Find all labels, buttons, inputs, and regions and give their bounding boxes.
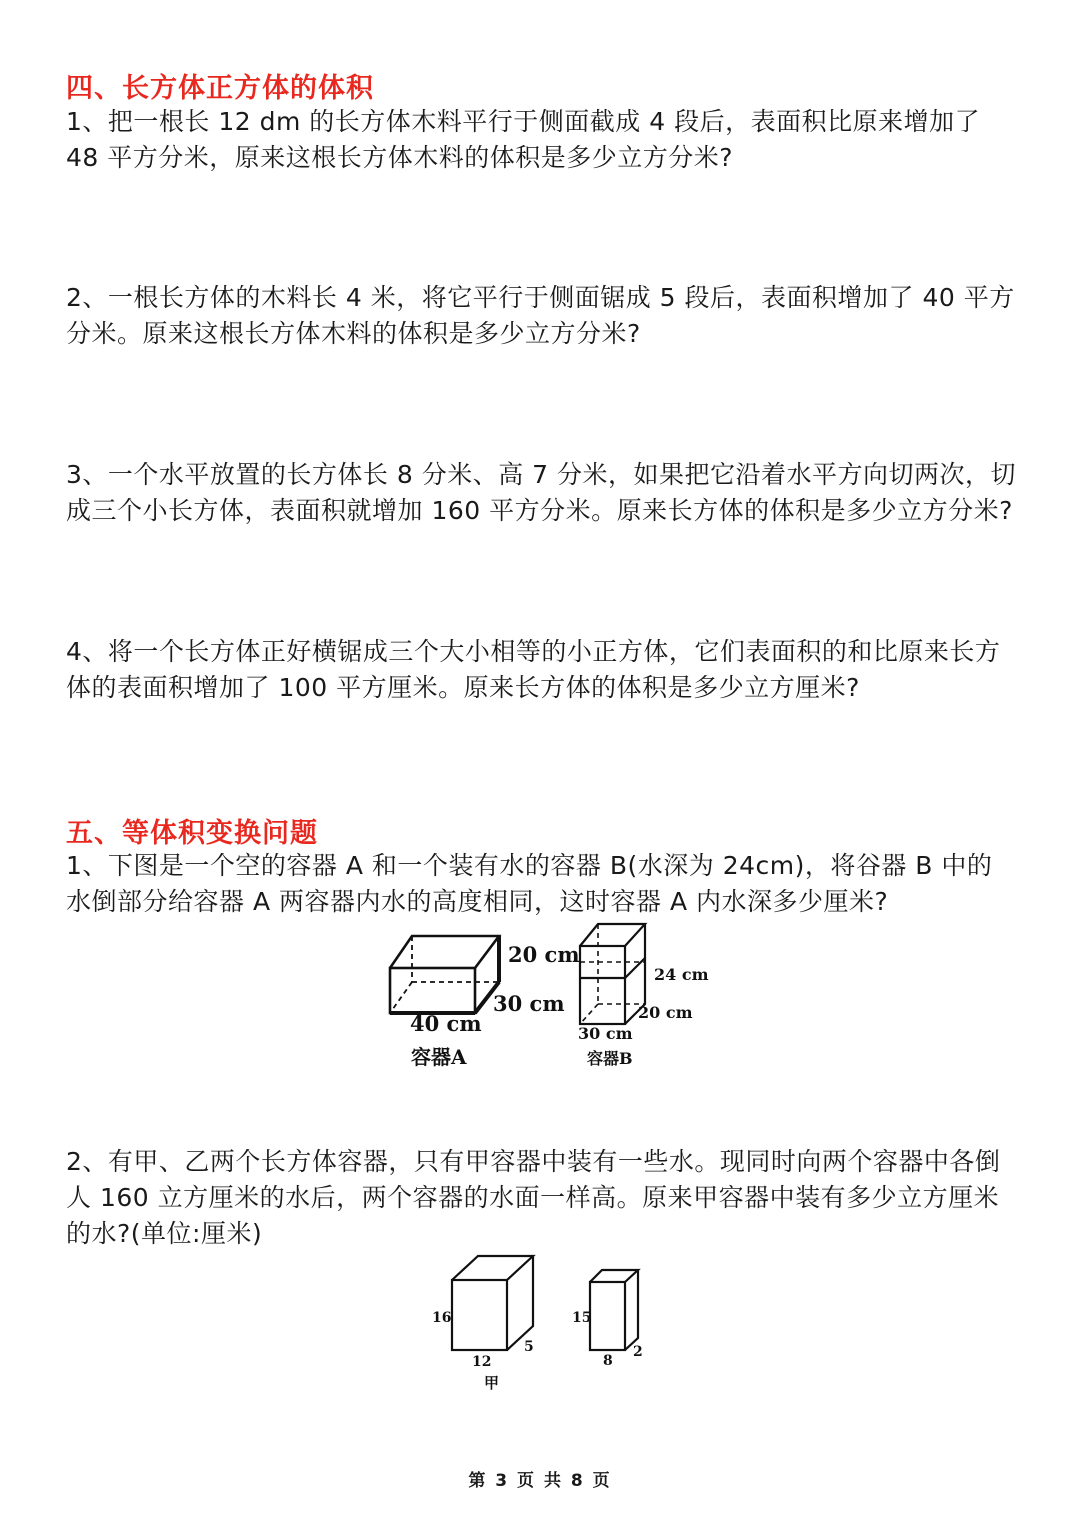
- container-a-height-label: 20 cm: [508, 942, 580, 967]
- container-yi-drawing: [590, 1270, 638, 1350]
- container-jia-drawing: [452, 1256, 533, 1350]
- container-jia-height-label: 16: [432, 1310, 452, 1326]
- section-4-question-1: 1、把一根长 12 dm 的长方体木料平行于侧面截成 4 段后，表面积比原来增加了 48 平方分米，原来这根长方体木料的体积是多少立方分米?: [66, 107, 981, 172]
- section-5-question-1: 1、下图是一个空的容器 A 和一个装有水的容器 B(水深为 24cm)，将谷器 B 中的水倒部分给容器 A 两容器内水的高度相同，这时容器 A 内水深多少厘米?: [66, 851, 993, 916]
- section-4-question-3: 3、一个水平放置的长方体长 8 分米、高 7 分米，如果把它沿着水平方向切两次，切成三个小长方体，表面积就增加 160 平方分米。原来长方体的体积是多少立方分米?: [66, 460, 1017, 525]
- container-b-depth-label: 20 cm: [638, 1003, 693, 1022]
- containers-a-b-figure: [380, 918, 720, 1078]
- container-jia-caption: 甲: [484, 1374, 500, 1392]
- container-b-drawing: [580, 924, 645, 1024]
- page-number-footer: 第 3 页 共 8 页: [468, 1471, 612, 1491]
- container-a-length-label: 40 cm: [410, 1011, 482, 1036]
- section-5-question-2: 2、有甲、乙两个长方体容器，只有甲容器中装有一些水。现同时向两个容器中各倒人 160 立方厘米的水后，两个容器的水面一样高。原来甲容器中装有多少立方厘米的水?(单位:厘米): [66, 1147, 1001, 1248]
- container-a-drawing: [390, 936, 499, 1013]
- section-5-title: 五、等体积变换问题: [66, 818, 318, 849]
- container-a-depth-label: 30 cm: [493, 991, 565, 1016]
- container-yi-depth-label: 2: [633, 1344, 643, 1360]
- container-yi-height-label: 15: [572, 1310, 592, 1326]
- section-4-question-4: 4、将一个长方体正好横锯成三个大小相等的小正方体，它们表面积的和比原来长方体的表面积增加了 100 平方厘米。原来长方体的体积是多少立方厘米?: [66, 637, 1001, 702]
- container-b-water-label: 24 cm: [654, 965, 709, 984]
- section-4-question-2: 2、一根长方体的木料长 4 米，将它平行于侧面锯成 5 段后，表面积增加了 40 平方分米。原来这根长方体木料的体积是多少立方分米?: [66, 283, 1015, 348]
- section-4-title: 四、长方体正方体的体积: [66, 73, 374, 104]
- container-b-caption: 容器B: [587, 1049, 633, 1068]
- container-yi-length-label: 8: [603, 1353, 613, 1369]
- container-a-caption: 容器A: [411, 1045, 467, 1069]
- container-jia-depth-label: 5: [524, 1339, 534, 1355]
- containers-jia-yi-figure: [420, 1248, 660, 1398]
- container-b-width-label: 30 cm: [578, 1024, 633, 1043]
- container-jia-length-label: 12: [472, 1354, 492, 1370]
